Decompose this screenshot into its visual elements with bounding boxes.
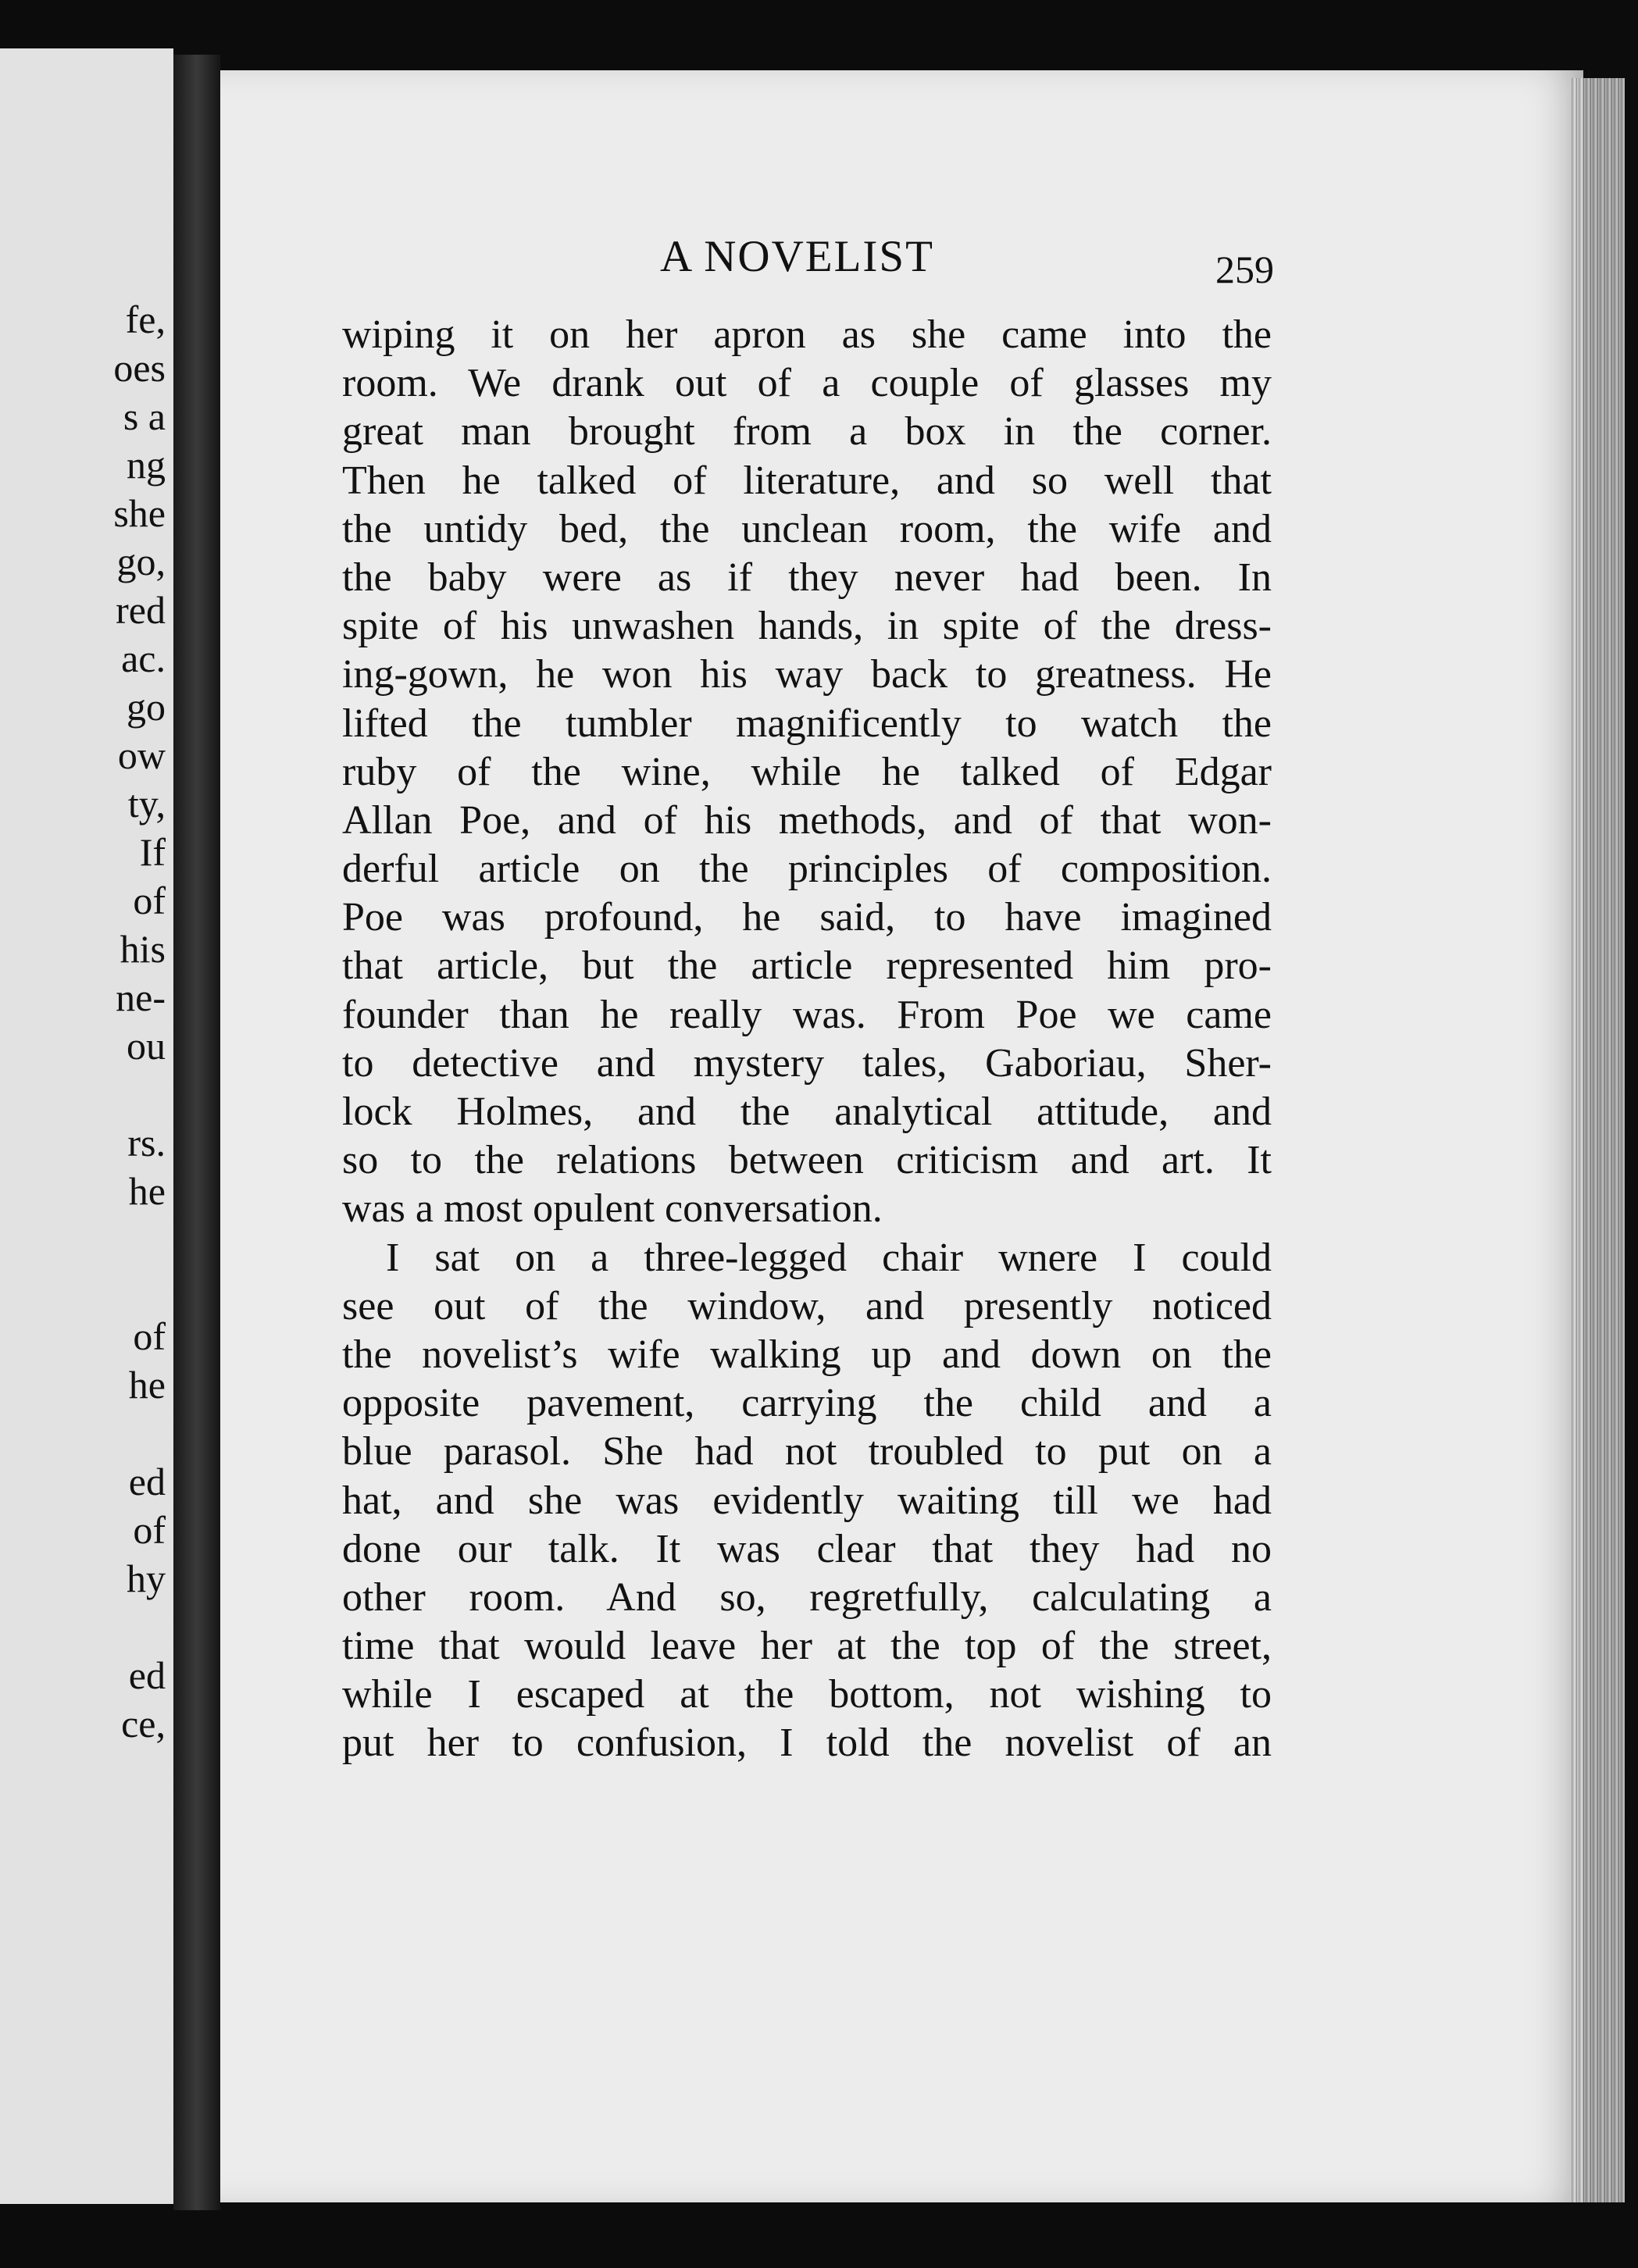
text-line: while I escaped at the bottom, not wishing to (342, 1672, 1272, 1717)
left-fragment: go, (116, 540, 166, 583)
left-fragment: he (128, 1363, 166, 1407)
left-fragment: fe, (125, 298, 166, 341)
text-line: that article, but the article represented him pro- (342, 943, 1272, 989)
body-text (342, 311, 1272, 1768)
text-line: lifted the tumbler magnificently to watch the (342, 701, 1272, 746)
text-line: Allan Poe, and of his methods, and of that won- (342, 797, 1272, 843)
text-line: time that would leave her at the top of the street, (342, 1624, 1272, 1669)
left-fragment: of (133, 879, 166, 922)
left-fragment: of (133, 1508, 166, 1552)
left-fragment: ed (128, 1653, 166, 1697)
left-fragment: red (116, 588, 166, 632)
text-line: was a most opulent conversation. (342, 1186, 883, 1232)
text-line: wiping it on her apron as she came into the (342, 312, 1272, 357)
left-fragment: s a (123, 394, 166, 438)
text-line: the baby were as if they never had been. In (342, 555, 1272, 600)
left-fragment: ac. (121, 637, 166, 680)
text-line: so to the relations between criticism and art. It (342, 1138, 1272, 1183)
text-line: I sat on a three-legged chair wnere I could (386, 1235, 1272, 1280)
left-fragment: ed (128, 1460, 166, 1503)
left-fragment: his (120, 927, 166, 971)
left-fragment: she (113, 491, 166, 535)
text-line: spite of his unwashen hands, in spite of the dress- (342, 604, 1272, 649)
text-line: Poe was profound, he said, to have imagined (342, 895, 1272, 940)
left-fragment: he (128, 1169, 166, 1213)
left-fragment: go (127, 685, 166, 729)
text-line: done our talk. It was clear that they had no (342, 1526, 1272, 1571)
left-facing-page (0, 48, 173, 2204)
text-line: Then he talked of literature, and so well that (342, 458, 1272, 503)
text-line: opposite pavement, carrying the child and a (342, 1381, 1272, 1426)
page-number: 259 (1215, 248, 1274, 291)
text-line: lock Holmes, and the analytical attitude, and (342, 1089, 1272, 1134)
book-binding-gutter (173, 55, 220, 2210)
text-line: great man brought from a box in the corner. (342, 409, 1272, 455)
text-line: see out of the window, and presently noticed (342, 1283, 1272, 1328)
left-fragment: rs. (127, 1121, 166, 1164)
text-line: put her to confusion, I told the novelist of an (342, 1721, 1272, 1766)
left-fragment: hy (127, 1557, 166, 1600)
left-fragment: ne- (116, 975, 166, 1019)
left-fragment: ce, (121, 1702, 166, 1746)
text-line: room. We drank out of a couple of glasses my (342, 361, 1272, 406)
text-line: ruby of the wine, while he talked of Edgar (342, 749, 1272, 794)
text-line: the untidy bed, the unclean room, the wife and (342, 506, 1272, 551)
left-fragment: oes (113, 346, 166, 390)
text-line: ing-gown, he won his way back to greatness. He (342, 652, 1272, 697)
left-page-text-fragments (9, 48, 166, 2204)
page-edges (1570, 78, 1625, 2202)
text-line: blue parasol. She had not troubled to put on a (342, 1429, 1272, 1475)
text-line: derful article on the principles of composition. (342, 847, 1272, 892)
text-line: the novelist’s wife walking up and down on the (342, 1332, 1272, 1377)
running-head: A NOVELIST (660, 232, 934, 281)
left-fragment: If (139, 830, 166, 874)
left-fragment: of (133, 1314, 166, 1358)
left-fragment: ou (127, 1024, 166, 1068)
text-line: founder than he really was. From Poe we came (342, 992, 1272, 1037)
left-fragment: ty, (127, 782, 166, 826)
left-fragment: ow (117, 733, 166, 777)
text-line: hat, and she was evidently waiting till we had (342, 1478, 1272, 1523)
text-line: to detective and mystery tales, Gaboriau, Sher- (342, 1040, 1272, 1086)
left-fragment: ng (127, 443, 166, 487)
text-line: other room. And so, regretfully, calculating a (342, 1574, 1272, 1620)
